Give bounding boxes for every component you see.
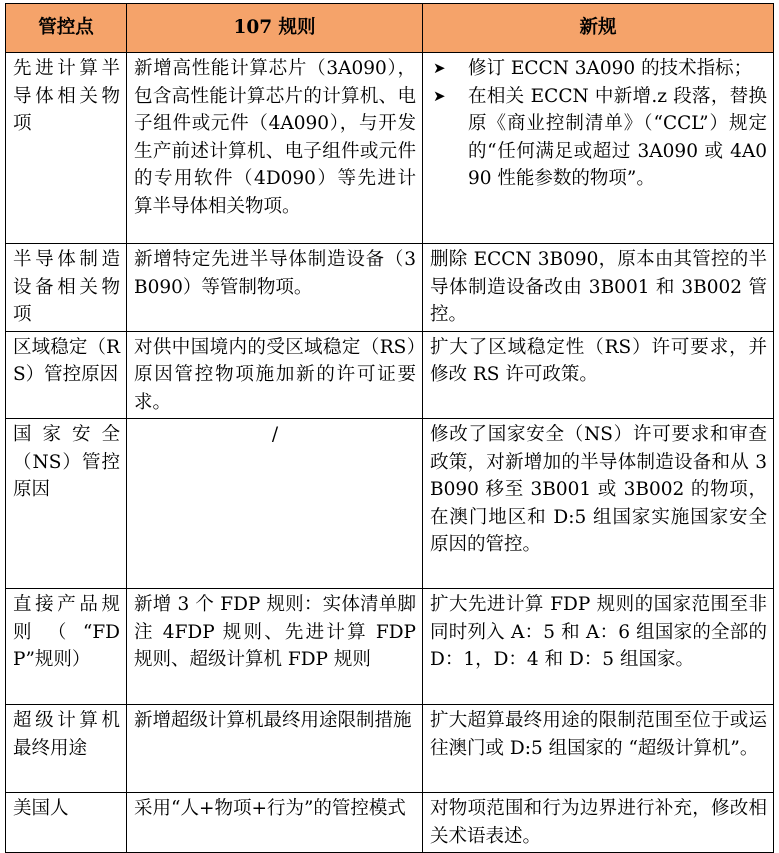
arrow-right-icon: ➤ [433,59,446,77]
list-item [430,83,767,193]
new-rule-cell: 扩大超算最终用途的限制范围至位于或运往澳门或 D:5 组国家的 “超级计算机”。 [423,705,774,793]
control-point-cell: 直接产品规则（“FDP”规则） [6,589,127,705]
table-row [6,331,774,419]
new-rule-cell: 扩大先进计算 FDP 规则的国家范围至非同时列入 A：5 和 A：6 组国家的全部的 D：1，D：4 和 D：5 组国家。 [423,589,774,705]
rule107-cell: 采用“人+物项+行为”的管控模式 [127,793,423,853]
table-row [6,793,774,853]
new-rule-cell: 修改了国家安全（NS）许可要求和审查政策，对新增加的半导体制造设备和从 3B090 移至 3B001 或 3B002 的物项，在澳门地区和 D:5 组国家实施国家安全原因的管控。 [423,419,774,589]
bullet-text: 在相关 ECCN 中新增.z 段落，替换原《商业控制清单》（“CCL”）规定的“任何满足或超过 3A090 或 4A090 性能参数的物项”。 [468,85,767,189]
control-point-cell: 半导体制造设备相关物项 [6,244,127,332]
rule107-cell: 新增特定先进半导体制造设备（3B090）等管制物项。 [127,244,423,332]
header-new-rule: 新规 [423,4,774,53]
rule107-cell: 对供中国境内的受区域稳定（RS）原因管控物项施加新的许可证要求。 [127,331,423,419]
bullet-text: 修订 ECCN 3A090 的技术指标； [468,58,753,79]
control-point-cell: 美国人 [6,793,127,853]
rule107-cell: 新增超级计算机最终用途限制措施 [127,705,423,793]
table-row [6,705,774,793]
table-row [6,53,774,244]
new-rule-cell: 对物项范围和行为边界进行补充，修改相关术语表述。 [423,793,774,853]
header-row [6,4,774,53]
new-rule-cell [423,53,774,244]
arrow-right-icon: ➤ [433,86,446,105]
new-rule-cell: 扩大了区域稳定性（RS）许可要求，并修改 RS 许可政策。 [423,331,774,419]
table-row [6,589,774,705]
header-rule-107: 107 规则 [127,4,423,53]
control-point-cell: 国家安全（NS）管控原因 [6,419,127,589]
rule107-cell: / [127,419,423,589]
control-point-cell: 先进计算半导体相关物项 [6,53,127,244]
list-item [430,55,767,83]
comparison-table [5,3,774,853]
new-rule-cell: 删除 ECCN 3B090，原本由其管控的半导体制造设备改由 3B001 和 3B002 管控。 [423,244,774,332]
control-point-cell: 区域稳定（RS）管控原因 [6,331,127,419]
table-row [6,244,774,332]
new-rule-bullet-list [430,55,767,193]
header-control-point: 管控点 [6,4,127,53]
rule107-cell: 新增高性能计算芯片（3A090），包含高性能计算芯片的计算机、电子组件或元件（4A090），与开发生产前述计算机、电子组件或元件的专用软件（4D090）等先进计算半导体相关物项。 [127,53,423,244]
table-row [6,419,774,589]
rule107-cell: 新增 3 个 FDP 规则：实体清单脚注 4FDP 规则、先进计算 FDP 规则、超级计算机 FDP 规则 [127,589,423,705]
control-point-cell: 超级计算机最终用途 [6,705,127,793]
